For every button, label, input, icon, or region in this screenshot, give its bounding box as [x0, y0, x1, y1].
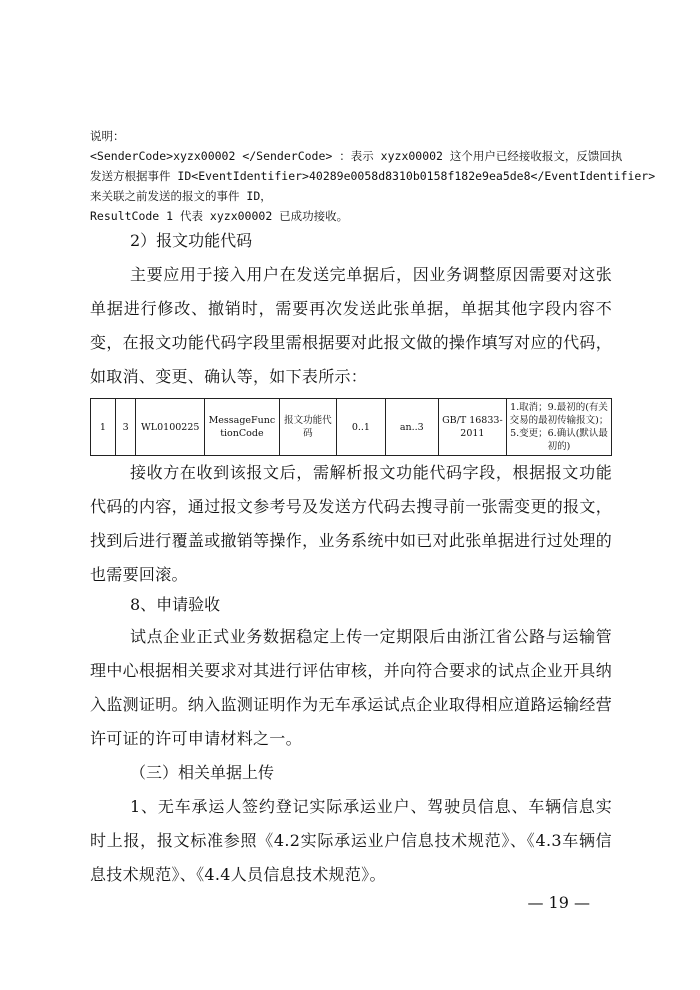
field-table — [90, 398, 612, 456]
section-heading: （三）相关单据上传 — [130, 763, 275, 782]
table-cell: GB/T 16833-2011 — [438, 399, 506, 456]
page-number: — 19 — — [527, 893, 590, 912]
note-line: <SenderCode>xyzx00002 </SenderCode> ：表示 xyzx00002 这个用户已经接收报文，反馈回执 — [90, 149, 623, 163]
note-line: 发送方根据事件 ID<EventIdentifier>40289e0058d8310b0158f182e9ea5de8</EventIdentifier> — [90, 169, 656, 183]
note-label: 说明： — [90, 129, 125, 143]
section-heading: 2）报文功能代码 — [130, 231, 253, 250]
section-heading: 8、申请验收 — [130, 595, 221, 614]
body-paragraph: 接收方在收到该报文后，需解析报文功能代码字段，根据报文功能代码的内容，通过报文参考号及发送方代码去搜寻前一张需变更的报文，找到后进行覆盖或撤销等操作，业务系统中如已对此张单据进行过处理的也需要回滚。 — [90, 463, 612, 584]
table-cell: WL0100225 — [136, 399, 205, 456]
body-paragraph: 1、无车承运人签约登记实际承运业户、驾驶员信息、车辆信息实时上报，报文标准参照《4.2实际承运业户信息技术规范》、《4.3车辆信息技术规范》、《4.4人员信息技术规范》。 — [90, 797, 612, 884]
table-cell: 0..1 — [337, 399, 386, 456]
table-cell: an..3 — [385, 399, 438, 456]
table-cell: 3 — [115, 399, 136, 456]
note-line: ResultCode 1 代表 xyzx00002 已成功接收。 — [90, 209, 349, 223]
table-row — [91, 399, 612, 456]
table-cell: 1.取消；9.最初的(有关交易的最初传输报文)；5.变更；6.确认(默认最初的) — [506, 399, 611, 456]
table-cell: 1 — [91, 399, 116, 456]
body-paragraph: 试点企业正式业务数据稳定上传一定期限后由浙江省公路与运输管理中心根据相关要求对其进行评估审核，并向符合要求的试点企业开具纳入监测证明。纳入监测证明作为无车承运试点企业取得相应道路运输经营许可证的许可申请材料之一。 — [90, 627, 612, 748]
note-line: 来关联之前发送的报文的事件 ID， — [90, 189, 272, 203]
body-paragraph: 主要应用于接入用户在发送完单据后，因业务调整原因需要对这张单据进行修改、撤销时，需要再次发送此张单据，单据其他字段内容不变，在报文功能代码字段里需根据要对此报文做的操作填写对应的代码，如取消、变更、确认等，如下表所示： — [90, 265, 612, 386]
table-cell: MessageFunctionCode — [205, 399, 280, 456]
table-cell: 报文功能代码 — [279, 399, 336, 456]
